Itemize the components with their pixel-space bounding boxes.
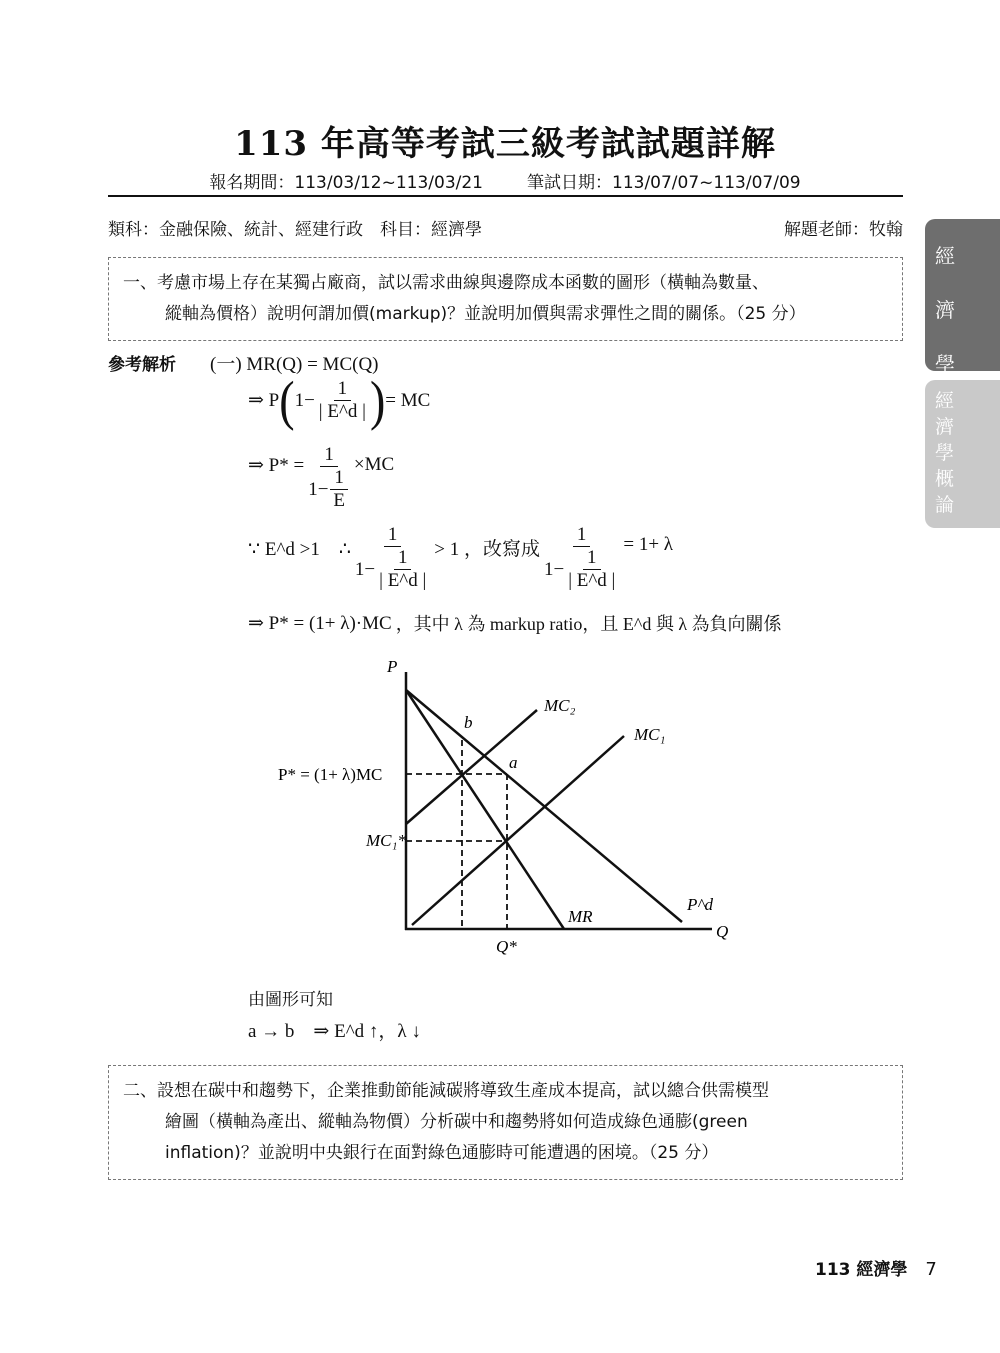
tab-char: 論 [935, 494, 955, 516]
denominator: | E^d | [568, 570, 616, 591]
page-number: 7 [925, 1259, 937, 1280]
mc1-curve [412, 736, 624, 925]
y-axis-label: P [387, 657, 398, 676]
page-title: 113 年高等考試三級考試試題詳解 [234, 124, 776, 164]
eq-part: 1− [294, 389, 315, 411]
denominator: | E^d | [318, 401, 366, 422]
tab-char: 濟 [935, 298, 955, 322]
point-b-label: b [464, 713, 473, 732]
tab-char: 經 [935, 244, 955, 268]
registration-period: 報名期間：113/03/12~113/03/21 [209, 173, 483, 193]
tab-char: 濟 [935, 416, 955, 438]
mc1-star-label: MC₁* [366, 831, 406, 850]
numerator: 1 [583, 547, 601, 570]
denominator: E [333, 490, 345, 511]
tab-char: 學 [935, 442, 955, 464]
x-axis-label: Q [716, 922, 729, 941]
eq-part: ，其中 λ 為 markup ratio，且 E^d 與 λ 為負向關係 [395, 614, 782, 634]
tab-char: 概 [935, 468, 955, 490]
eq-part: 1− [354, 558, 376, 580]
answer-label: 參考解析 [108, 355, 176, 375]
tab-char: 學 [935, 352, 955, 376]
numerator: 1 [334, 378, 352, 401]
mc1-label: MC₁ [634, 725, 666, 744]
q-star-label: Q* [496, 937, 517, 956]
eq-part: ∵ E^d >1 ∴ [248, 539, 351, 560]
page-footer [815, 1255, 937, 1280]
numerator: 1 [330, 467, 348, 490]
denominator: | E^d | [379, 570, 427, 591]
question-1-line: 一、考慮市場上存在某獨占廠商，試以需求曲線與邊際成本函數的圖形（橫軸為數量、 [123, 273, 769, 293]
point-a-label: a [509, 753, 518, 772]
numerator: 1 [320, 444, 338, 467]
paren-right: ) [369, 369, 386, 431]
eq-part: ⇒ P [248, 390, 280, 411]
numerator: 1 [394, 547, 412, 570]
conclusion-result: a → b ⇒ E^d ↑，λ ↓ [248, 1021, 421, 1042]
mr-label: MR [568, 907, 593, 926]
category: 類科：金融保險、統計、經建行政 科目：經濟學 [108, 220, 482, 240]
equation-1: (一) MR(Q) = MC(Q) [210, 354, 379, 375]
question-2-box [108, 1065, 903, 1180]
mc2-label: MC₂ [544, 696, 576, 715]
demand-label: P^d [687, 895, 714, 914]
eq-part: = 1+ λ [623, 534, 674, 555]
eq-part: > 1 ，改寫成 [434, 539, 540, 560]
numerator: 1 [573, 524, 591, 547]
eq-part: ⇒ P* = (1+ λ)·MC [248, 612, 392, 634]
question-2-line: 二、設想在碳中和趨勢下，企業推動節能減碳將導致生產成本提高，試以總合供需模型 [123, 1081, 769, 1101]
conclusion-text: 由圖形可知 [248, 990, 333, 1010]
eq-part: = MC [385, 389, 431, 411]
paren-left: ( [279, 369, 295, 431]
tab-char: 經 [935, 390, 955, 412]
eq-part: 1− [308, 478, 329, 500]
p-star-label: P* = (1+ λ)MC [278, 765, 383, 784]
exam-date: 筆試日期：113/07/07~113/07/09 [527, 173, 801, 193]
eq-part: ×MC [353, 454, 395, 475]
teacher: 解題老師：牧翰 [784, 220, 903, 240]
eq-part: 1− [544, 558, 565, 580]
question-1-line: 縱軸為價格）說明何謂加價(markup)？並說明加價與需求彈性之間的關係。（25 分） [165, 304, 806, 324]
eq-part: ⇒ P* = [248, 455, 305, 476]
footer-label: 113 經濟學 [815, 1260, 908, 1280]
question-2-line: 繪圖（橫軸為產出、縱軸為物價）分析碳中和趨勢將如何造成綠色通膨(green [165, 1112, 748, 1132]
question-2-line: inflation)？並說明中央銀行在面對綠色通膨時可能遭遇的困境。（25 分） [165, 1143, 719, 1163]
numerator: 1 [384, 524, 402, 547]
